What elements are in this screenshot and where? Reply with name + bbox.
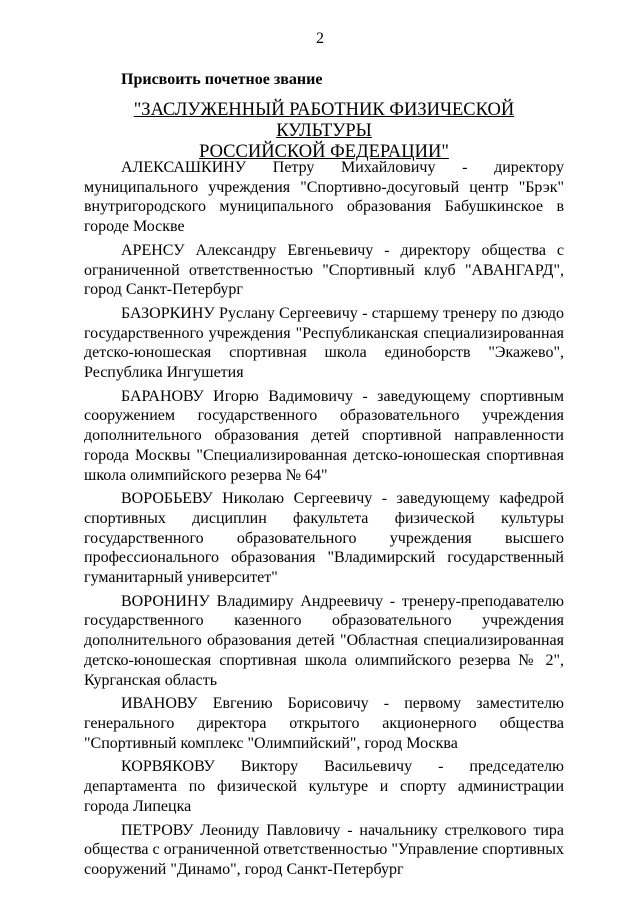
award-title-line-2: РОССИЙСКОЙ ФЕДЕРАЦИИ": [199, 142, 449, 162]
page-number: 2: [316, 30, 324, 47]
awardee-entry: ВОРОНИНУ Владимиру Андреевичу - тренеру-преподавателю государственного казенного образовательного учреждения дополнительного образования детей "Областная специализированная детско-юношеская спортивная школа олимпийского резерва № 2", Курганская область: [84, 592, 564, 689]
decree-heading: Присвоить почетное звание: [121, 71, 323, 88]
award-title: [84, 100, 564, 163]
awardee-entry: БАЗОРКИНУ Руслану Сергеевичу - старшему тренеру по дзюдо государственного учреждения "Республиканская специализированная детско-юношеская спортивная школа единоборств "Экажево", Республика Ингушетия: [84, 304, 564, 382]
awardee-entry: ВОРОБЬЕВУ Николаю Сергеевичу - заведующему кафедрой спортивных дисциплин факультета физической культуры государственного образовательного учреждения высшего профессионального образования "Владимирский государственный гуманитарный университет": [84, 490, 564, 587]
awardee-list: [84, 158, 564, 884]
awardee-entry: АРЕНСУ Александру Евгеньевичу - директору общества с ограниченной ответственностью "Спортивный клуб "АВАНГАРД", город Санкт-Петербург: [84, 241, 564, 299]
award-title-line-1: "ЗАСЛУЖЕННЫЙ РАБОТНИК ФИЗИЧЕСКОЙ КУЛЬТУРЫ: [133, 100, 515, 141]
awardee-entry: ПЕТРОВУ Леониду Павловичу - начальнику стрелкового тира общества с ограниченной ответственностью "Управление спортивных сооружений "Динамо", город Санкт-Петербург: [84, 821, 564, 878]
awardee-entry: БАРАНОВУ Игорю Вадимовичу - заведующему спортивным сооружением государственного образовательного учреждения дополнительного образования детей спортивной направленности города Москвы "Специализированная детско-юношеская спортивная школа олимпийского резерва № 64": [84, 387, 564, 484]
awardee-entry: КОРВЯКОВУ Виктору Васильевичу - председателю департамента по физической культуре и спорту администрации города Липецка: [84, 758, 564, 815]
awardee-entry: АЛЕКСАШКИНУ Петру Михайловичу - директору муниципального учреждения "Спортивно-досуговый центр "Брэк" внутригородского муниципального образования Бабушкинское в городе Москве: [84, 159, 564, 236]
awardee-entry: ИВАНОВУ Евгению Борисовичу - первому заместителю генерального директора открытого акционерного общества "Спортивный комплекс "Олимпийский", город Москва: [84, 695, 564, 752]
